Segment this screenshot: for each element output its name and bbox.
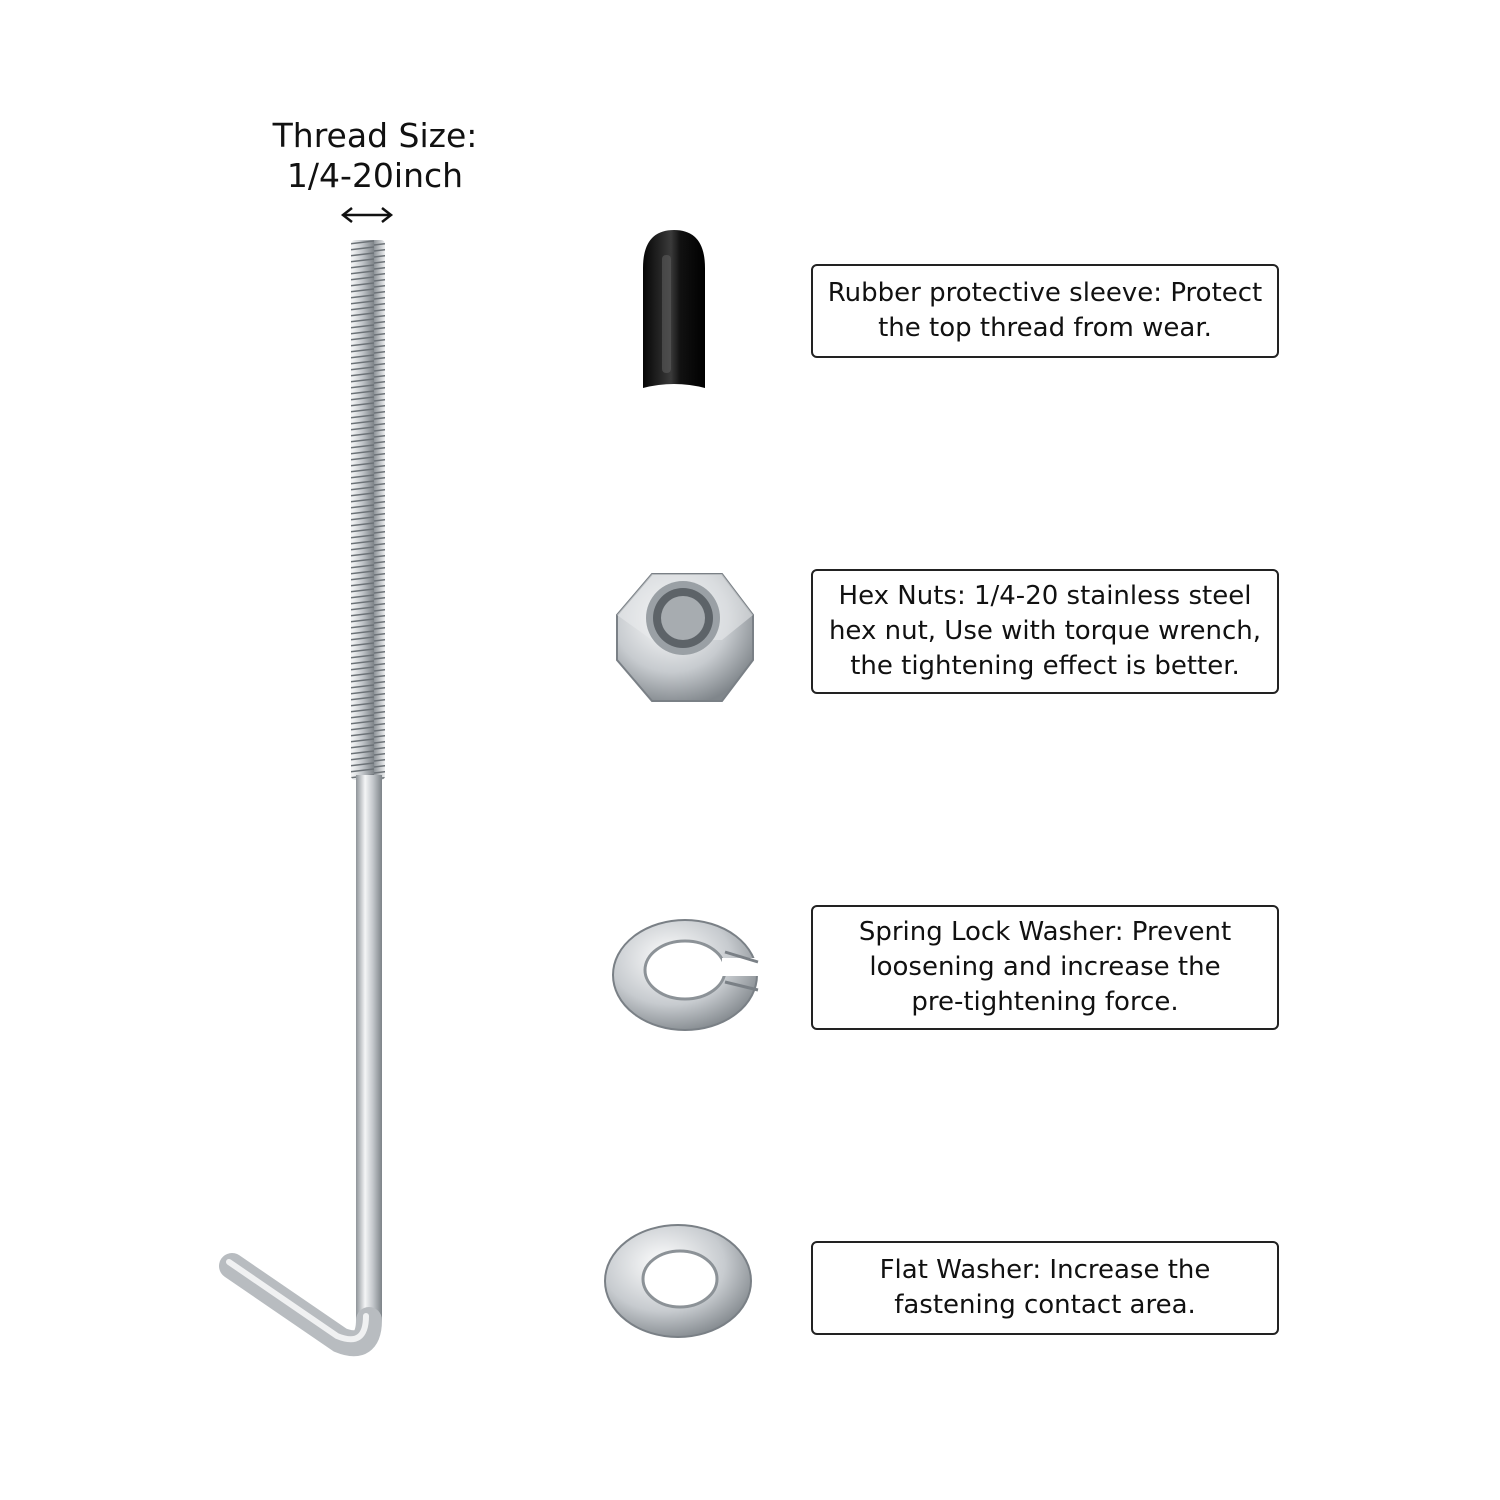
thread-size-value: 1/4-20inch <box>286 156 464 195</box>
spring-lock-washer-callout <box>811 905 1279 1030</box>
rubber-sleeve-line-2: the top thread from wear. <box>878 313 1212 343</box>
spring-lock-washer-image <box>613 920 762 1030</box>
hex-nut-callout <box>811 569 1279 694</box>
hex-nut-line-3: the tightening effect is better. <box>850 651 1240 681</box>
hex-nut-line-2: hex nut, Use with torque wrench, <box>828 616 1262 646</box>
spring-lock-washer-line-3: pre-tightening force. <box>911 987 1179 1017</box>
j-bolt <box>229 240 385 1343</box>
flat-washer-line-2: fastening contact area. <box>894 1290 1196 1320</box>
flat-washer-line-1: Flat Washer: Increase the <box>879 1255 1211 1285</box>
rubber-sleeve-line-1: Rubber protective sleeve: Protect <box>827 278 1263 308</box>
rubber-sleeve-image <box>643 230 705 388</box>
spring-lock-washer-line-1: Spring Lock Washer: Prevent <box>858 917 1232 947</box>
width-arrow-icon <box>343 208 391 222</box>
spring-lock-washer-line-2: loosening and increase the <box>869 952 1221 982</box>
hex-nut-line-1: Hex Nuts: 1/4-20 stainless steel <box>838 581 1252 611</box>
hex-nut-image <box>617 574 753 701</box>
flat-washer-image <box>605 1225 751 1337</box>
thread-size-title: Thread Size: <box>272 116 478 155</box>
flat-washer-callout <box>811 1241 1279 1335</box>
rubber-sleeve-callout <box>811 264 1279 358</box>
